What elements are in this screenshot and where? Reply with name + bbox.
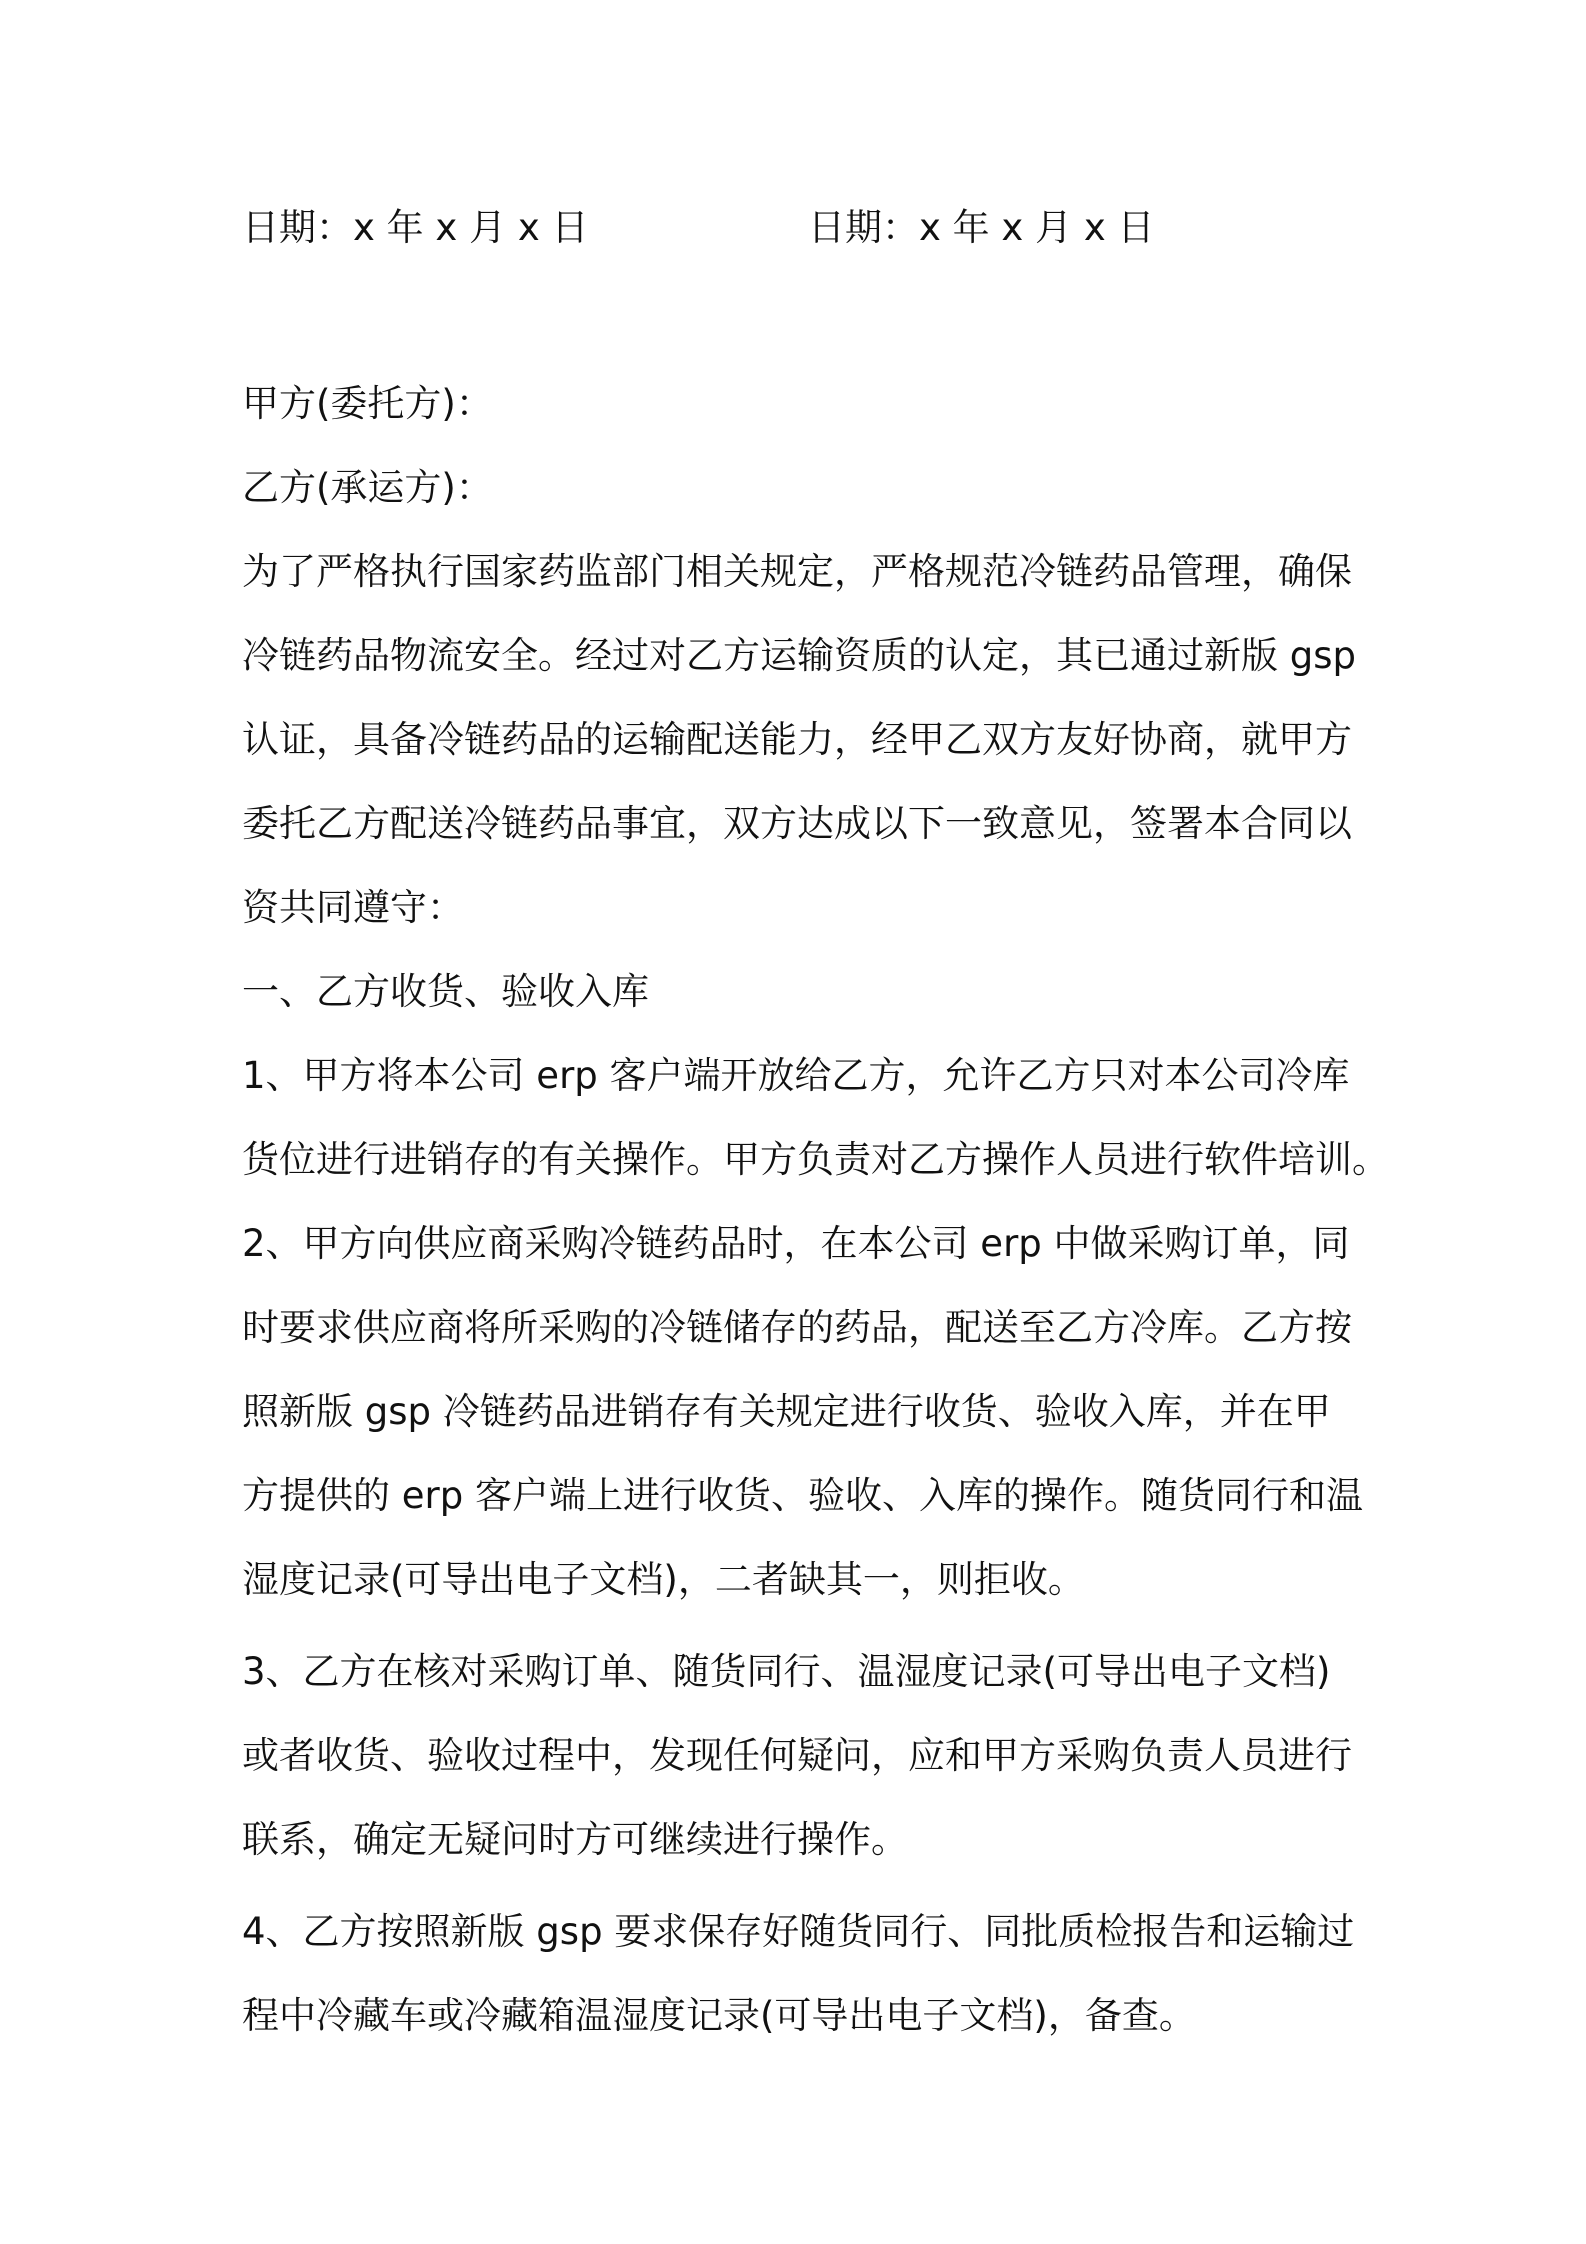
intro-line: 委托乙方配送冷链药品事宜，双方达成以下一致意见，签署本合同以 xyxy=(242,802,1352,845)
intro-line: 为了严格执行国家药监部门相关规定，严格规范冷链药品管理，确保 xyxy=(242,550,1352,593)
paragraph-gap xyxy=(242,1882,1372,1890)
clause-3-line: 或者收货、验收过程中，发现任何疑问，应和甲方采购负责人员进行 xyxy=(242,1734,1352,1777)
clause-3-line: 3、乙方在核对采购订单、随货同行、温湿度记录(可导出电子文档) xyxy=(242,1650,1331,1693)
intro-line: 冷链药品物流安全。经过对乙方运输资质的认定，其已通过新版 gsp xyxy=(242,634,1357,677)
section-heading: 一、乙方收货、验收入库 xyxy=(242,970,649,1013)
clause-4-line: 程中冷藏车或冷藏箱温湿度记录(可导出电子文档)，备查。 xyxy=(242,1994,1196,2037)
clause-2-line: 方提供的 erp 客户端上进行收货、验收、入库的操作。随货同行和温 xyxy=(242,1474,1363,1517)
clause-2-line: 时要求供应商将所采购的冷链储存的药品，配送至乙方冷库。乙方按 xyxy=(242,1306,1352,1349)
clause-2-line: 湿度记录(可导出电子文档)，二者缺其一，则拒收。 xyxy=(242,1558,1085,1601)
party-a-date: 日期：x 年 x 月 x 日 xyxy=(242,206,589,249)
clause-3-line: 联系，确定无疑问时方可继续进行操作。 xyxy=(242,1818,908,1861)
intro-line: 资共同遵守： xyxy=(242,886,464,929)
clause-1-line: 货位进行进销存的有关操作。甲方负责对乙方操作人员进行软件培训。 xyxy=(242,1138,1389,1181)
party-b-label: 乙方(承运方)： xyxy=(242,466,493,509)
party-b-date: 日期：x 年 x 月 x 日 xyxy=(808,206,1155,249)
signature-date-row xyxy=(242,200,1362,256)
clause-4-line: 4、乙方按照新版 gsp 要求保存好随货同行、同批质检报告和运输过 xyxy=(242,1910,1355,1953)
contract-body xyxy=(242,362,1389,2058)
clause-2-line: 照新版 gsp 冷链药品进销存有关规定进行收货、验收入库，并在甲 xyxy=(242,1390,1331,1433)
clause-1-line: 1、甲方将本公司 erp 客户端开放给乙方，允许乙方只对本公司冷库 xyxy=(242,1054,1350,1097)
clause-2-line: 2、甲方向供应商采购冷链药品时，在本公司 erp 中做采购订单，同 xyxy=(242,1222,1350,1265)
intro-line: 认证，具备冷链药品的运输配送能力，经甲乙双方友好协商，就甲方 xyxy=(242,718,1352,761)
paragraph-gap xyxy=(242,1622,1372,1630)
party-a-label: 甲方(委托方)： xyxy=(242,382,493,425)
